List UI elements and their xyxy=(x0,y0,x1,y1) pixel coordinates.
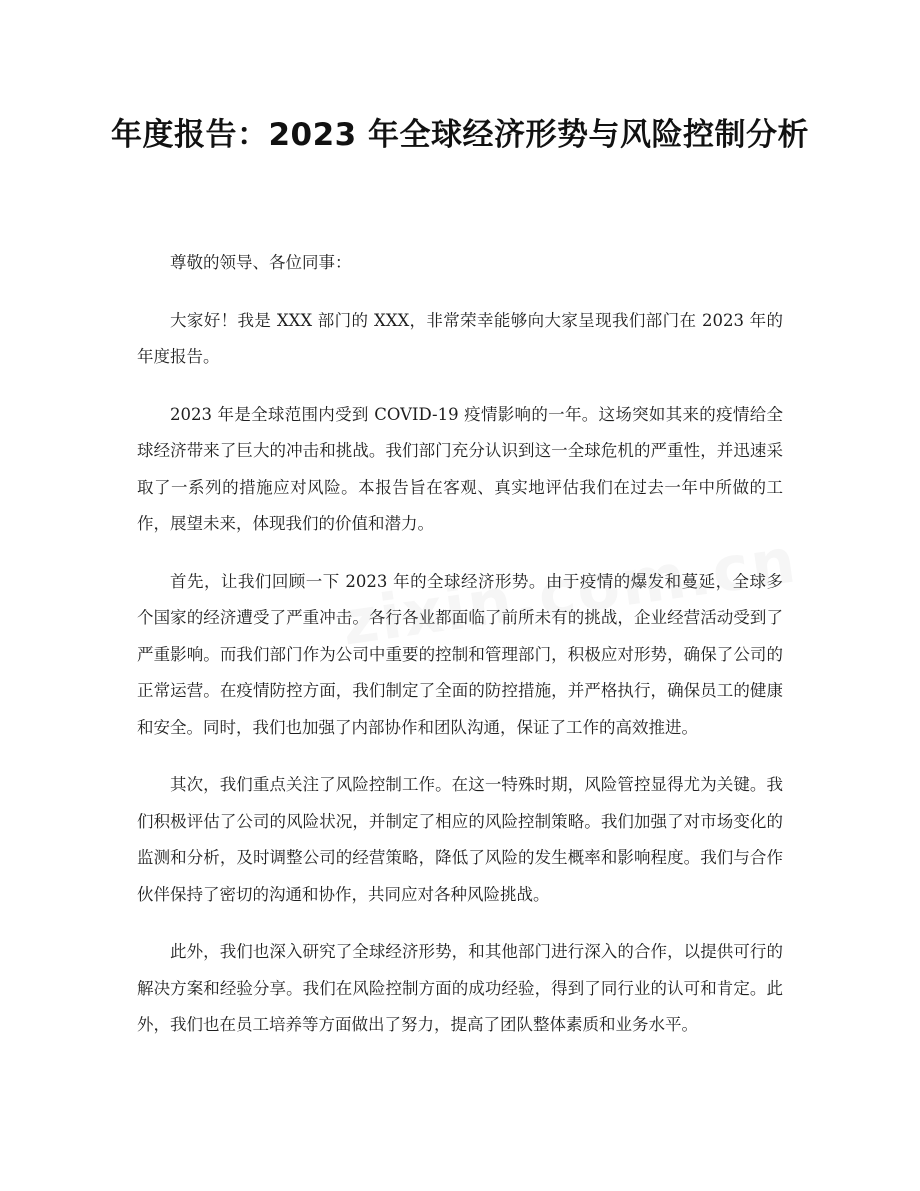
economy-review-paragraph: 首先，让我们回顾一下 2023 年的全球经济形势。由于疫情的爆发和蔓延，全球多个国家的经济遭受了严重冲击。各行各业都面临了前所未有的挑战，企业经营活动受到了严重影响。而我们部门作为公司中重要的控制和管理部门，积极应对形势，确保了公司的正常运营。在疫情防控方面，我们制定了全面的防控措施，并严格执行，确保员工的健康和安全。同时，我们也加强了内部协作和团队沟通，保证了工作的高效推进。 xyxy=(137,571,783,737)
intro-paragraph: 2023 年是全球范围内受到 COVID-19 疫情影响的一年。这场突如其来的疫情给全球经济带来了巨大的冲击和挑战。我们部门充分认识到这一全球危机的严重性，并迅速采取了一系列的措施应对风险。本报告旨在客观、真实地评估我们在过去一年中所做的工作，展望未来，体现我们的价值和潜力。 xyxy=(137,404,783,533)
research-paragraph: 此外，我们也深入研究了全球经济形势，和其他部门进行深入的合作，以提供可行的解决方案和经验分享。我们在风险控制方面的成功经验，得到了同行业的认可和肯定。此外，我们也在员工培养等方面做出了努力，提高了团队整体素质和业务水平。 xyxy=(137,942,783,1034)
risk-control-paragraph: 其次，我们重点关注了风险控制工作。在这一特殊时期，风险管控显得尤为关键。我们积极评估了公司的风险状况，并制定了相应的风险控制策略。我们加强了对市场变化的监测和分析，及时调整公司的经营策略，降低了风险的发生概率和影响程度。我们与合作伙伴保持了密切的沟通和协作，共同应对各种风险挑战。 xyxy=(137,775,783,904)
document-title: 年度报告：2023 年全球经济形势与风险控制分析 xyxy=(110,117,810,153)
salutation-paragraph: 尊敬的领导、各位同事： xyxy=(170,253,352,272)
document-body xyxy=(137,245,783,1065)
greeting-paragraph: 大家好！我是 XXX 部门的 XXX，非常荣幸能够向大家呈现我们部门在 2023 年的年度报告。 xyxy=(137,310,783,366)
